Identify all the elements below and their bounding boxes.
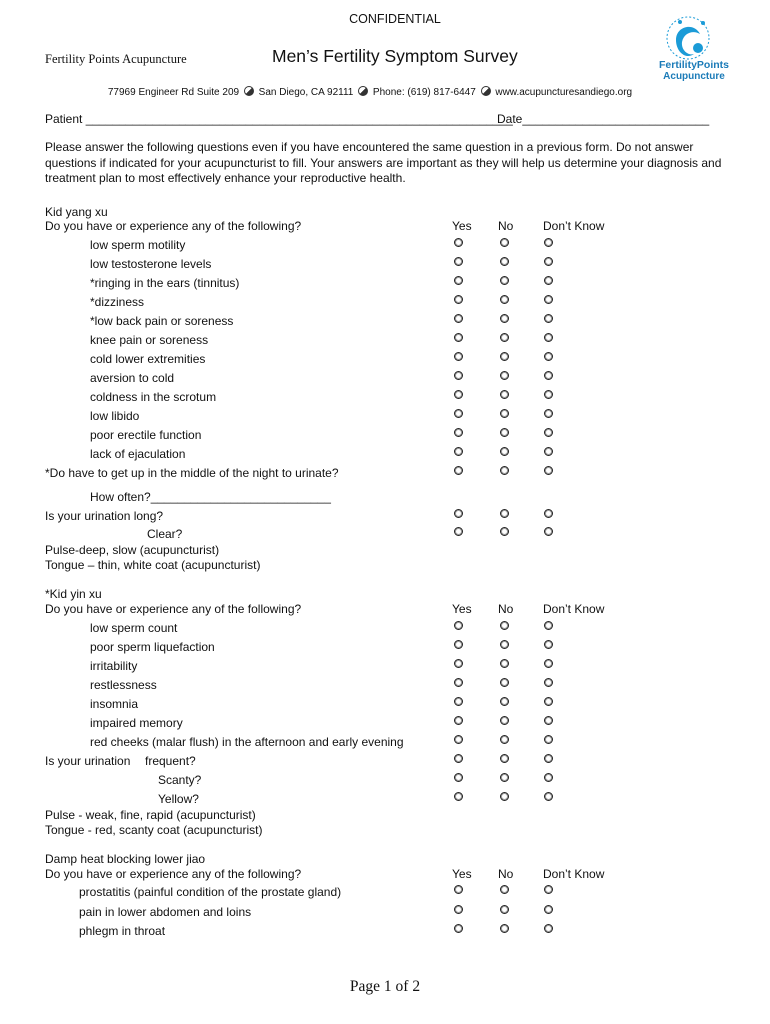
radio-yes[interactable] (454, 885, 463, 894)
radio-dont-know[interactable] (544, 257, 553, 266)
list-item: insomnia (90, 697, 139, 711)
page-number: Page 1 of 2 (349, 978, 421, 995)
list-item: knee pain or soreness (90, 333, 209, 347)
list-item: *low back pain or soreness (90, 314, 234, 328)
logo-text-line2: Acupuncture (663, 71, 725, 82)
radio-yes[interactable] (454, 314, 463, 323)
pulse-note: Pulse - weak, fine, rapid (acupuncturist) (45, 808, 256, 822)
list-item: cold lower extremities (90, 352, 206, 366)
radio-dont-know[interactable] (544, 792, 553, 801)
radio-dont-know[interactable] (544, 678, 553, 687)
radio-dont-know[interactable] (544, 659, 553, 668)
radio-no[interactable] (500, 428, 509, 437)
radio-no[interactable] (500, 640, 509, 649)
radio-yes[interactable] (454, 697, 463, 706)
radio-dont-know[interactable] (544, 333, 553, 342)
radio-dont-know[interactable] (544, 447, 553, 456)
radio-yes[interactable] (454, 716, 463, 725)
radio-no[interactable] (500, 447, 509, 456)
tongue-note: Tongue - red, scanty coat (acupuncturist) (45, 823, 263, 837)
radio-yes[interactable] (454, 773, 463, 782)
radio-no[interactable] (500, 678, 509, 687)
radio-yes[interactable] (454, 257, 463, 266)
list-item: impaired memory (90, 716, 183, 730)
radio-yes[interactable] (454, 678, 463, 687)
radio-no[interactable] (500, 885, 509, 894)
address-website: www.acupuncturesandiego.org (495, 87, 633, 98)
list-item: low sperm motility (90, 238, 186, 252)
radio-dont-know[interactable] (544, 885, 553, 894)
radio-dont-know[interactable] (544, 295, 553, 304)
list-item: lack of ejaculation (90, 447, 186, 461)
radio-no[interactable] (500, 905, 509, 914)
radio-dont-know[interactable] (544, 905, 553, 914)
radio-yes[interactable] (454, 905, 463, 914)
address-phone: Phone: (619) 817-6447 (372, 87, 476, 98)
radio-no[interactable] (500, 409, 509, 418)
list-item: low sperm count (90, 621, 178, 635)
tongue-note: Tongue – thin, white coat (acupuncturist) (45, 558, 261, 572)
radio-yes[interactable] (454, 466, 463, 475)
radio-yes[interactable] (454, 238, 463, 247)
list-item: coldness in the scrotum (90, 390, 217, 404)
pulse-note: Pulse-deep, slow (acupuncturist) (45, 543, 220, 557)
radio-no[interactable] (500, 238, 509, 247)
list-item: poor sperm liquefaction (90, 640, 215, 654)
list-item: *dizziness (90, 295, 145, 309)
radio-dont-know[interactable] (544, 924, 553, 933)
address-street: 77969 Engineer Rd Suite 209 (107, 87, 240, 98)
radio-no[interactable] (500, 390, 509, 399)
col-yes-header: Yes (452, 602, 472, 616)
radio-yes[interactable] (454, 390, 463, 399)
radio-yes[interactable] (454, 754, 463, 763)
separator-icon (481, 86, 491, 96)
radio-yes[interactable] (454, 509, 463, 518)
radio-no[interactable] (500, 333, 509, 342)
radio-no[interactable] (500, 792, 509, 801)
radio-yes[interactable] (454, 640, 463, 649)
list-item: red cheeks (malar flush) in the afternoon and early evening (90, 735, 404, 749)
col-dont-know-header: Don’t Know (543, 602, 605, 616)
radio-no[interactable] (500, 621, 509, 630)
list-item: *ringing in the ears (tinnitus) (90, 276, 240, 290)
how-often-field[interactable]: How often?___________________________ (90, 490, 331, 504)
page-title: Men’s Fertility Symptom Survey (272, 46, 518, 66)
section3-title: Damp heat blocking lower jiao (45, 852, 206, 866)
scanty-question: Scanty? (158, 773, 202, 787)
radio-dont-know[interactable] (544, 428, 553, 437)
radio-no[interactable] (500, 716, 509, 725)
urination-question: Is your urination (45, 754, 131, 768)
radio-dont-know[interactable] (544, 697, 553, 706)
radio-no[interactable] (500, 509, 509, 518)
radio-dont-know[interactable] (544, 527, 553, 536)
radio-yes[interactable] (454, 527, 463, 536)
radio-yes[interactable] (454, 371, 463, 380)
radio-no[interactable] (500, 295, 509, 304)
date-field[interactable]: Date____________________________ (497, 112, 710, 126)
section1-question: Do you have or experience any of the following? (45, 219, 302, 233)
radio-no[interactable] (500, 735, 509, 744)
radio-yes[interactable] (454, 792, 463, 801)
instructions-text: Please answer the following questions even if you have encountered the same question in a previous form. Do not answer questions if indicated for your acupuncturist to fill. Your answers are important as they will help us determine your diagnosis and treatment plan to most effectively enhance your reproductive health. (45, 140, 722, 186)
radio-no[interactable] (500, 773, 509, 782)
radio-yes[interactable] (454, 276, 463, 285)
radio-dont-know[interactable] (544, 314, 553, 323)
radio-dont-know[interactable] (544, 509, 553, 518)
radio-no[interactable] (500, 466, 509, 475)
radio-yes[interactable] (454, 409, 463, 418)
radio-dont-know[interactable] (544, 238, 553, 247)
list-item: restlessness (90, 678, 157, 692)
radio-dont-know[interactable] (544, 621, 553, 630)
radio-no[interactable] (500, 754, 509, 763)
practice-name: Fertility Points Acupuncture (45, 52, 187, 66)
col-no-header: No (498, 602, 514, 616)
yellow-question: Yellow? (158, 792, 199, 806)
list-item: pain in lower abdomen and loins (79, 905, 252, 919)
radio-no[interactable] (500, 371, 509, 380)
address-city: San Diego, CA 92111 (258, 87, 354, 98)
list-item: phlegm in throat (79, 924, 166, 938)
radio-no[interactable] (500, 352, 509, 361)
radio-no[interactable] (500, 314, 509, 323)
col-dont-know-header: Don’t Know (543, 219, 605, 233)
section1-title: Kid yang xu (45, 205, 108, 219)
radio-dont-know[interactable] (544, 466, 553, 475)
radio-dont-know[interactable] (544, 276, 553, 285)
col-dont-know-header: Don’t Know (543, 867, 605, 881)
col-yes-header: Yes (452, 867, 472, 881)
separator-icon (244, 86, 254, 96)
radio-dont-know[interactable] (544, 390, 553, 399)
radio-yes[interactable] (454, 621, 463, 630)
list-item: irritability (90, 659, 138, 673)
confidential-label: CONFIDENTIAL (349, 12, 441, 26)
radio-no[interactable] (500, 257, 509, 266)
col-no-header: No (498, 867, 514, 881)
radio-yes[interactable] (454, 924, 463, 933)
radio-yes[interactable] (454, 659, 463, 668)
radio-dont-know[interactable] (544, 773, 553, 782)
radio-dont-know[interactable] (544, 371, 553, 380)
section2-question: Do you have or experience any of the following? (45, 602, 302, 616)
logo-text-line1: FertilityPoints (658, 59, 730, 71)
radio-dont-know[interactable] (544, 754, 553, 763)
radio-yes[interactable] (454, 735, 463, 744)
list-item: prostatitis (painful condition of the prostate gland) (79, 885, 342, 899)
address-line (0, 86, 740, 98)
patient-name-field[interactable]: Patient ________________________________________________________________ (45, 112, 513, 126)
list-item: aversion to cold (90, 371, 175, 385)
radio-no[interactable] (500, 924, 509, 933)
radio-dont-know[interactable] (544, 735, 553, 744)
radio-yes[interactable] (454, 428, 463, 437)
separator-icon (358, 86, 368, 96)
radio-dont-know[interactable] (544, 409, 553, 418)
radio-dont-know[interactable] (544, 352, 553, 361)
night-urination-question: *Do have to get up in the middle of the night to urinate? (45, 466, 339, 480)
radio-yes[interactable] (454, 352, 463, 361)
urination-long-question: Is your urination long? (45, 509, 164, 523)
radio-yes[interactable] (454, 447, 463, 456)
radio-no[interactable] (500, 659, 509, 668)
col-yes-header: Yes (452, 219, 472, 233)
radio-no[interactable] (500, 527, 509, 536)
clear-question: Clear? (147, 527, 183, 541)
list-item: low libido (90, 409, 140, 423)
radio-dont-know[interactable] (544, 640, 553, 649)
col-no-header: No (498, 219, 514, 233)
fertility-points-logo (654, 8, 734, 84)
list-item: poor erectile function (90, 428, 202, 442)
radio-dont-know[interactable] (544, 716, 553, 725)
radio-yes[interactable] (454, 295, 463, 304)
radio-no[interactable] (500, 276, 509, 285)
radio-no[interactable] (500, 697, 509, 706)
radio-yes[interactable] (454, 333, 463, 342)
section2-title: *Kid yin xu (45, 587, 102, 601)
list-item: low testosterone levels (90, 257, 212, 271)
section3-question: Do you have or experience any of the following? (45, 867, 302, 881)
logo-icon (654, 8, 734, 84)
frequent-question: frequent? (145, 754, 196, 768)
